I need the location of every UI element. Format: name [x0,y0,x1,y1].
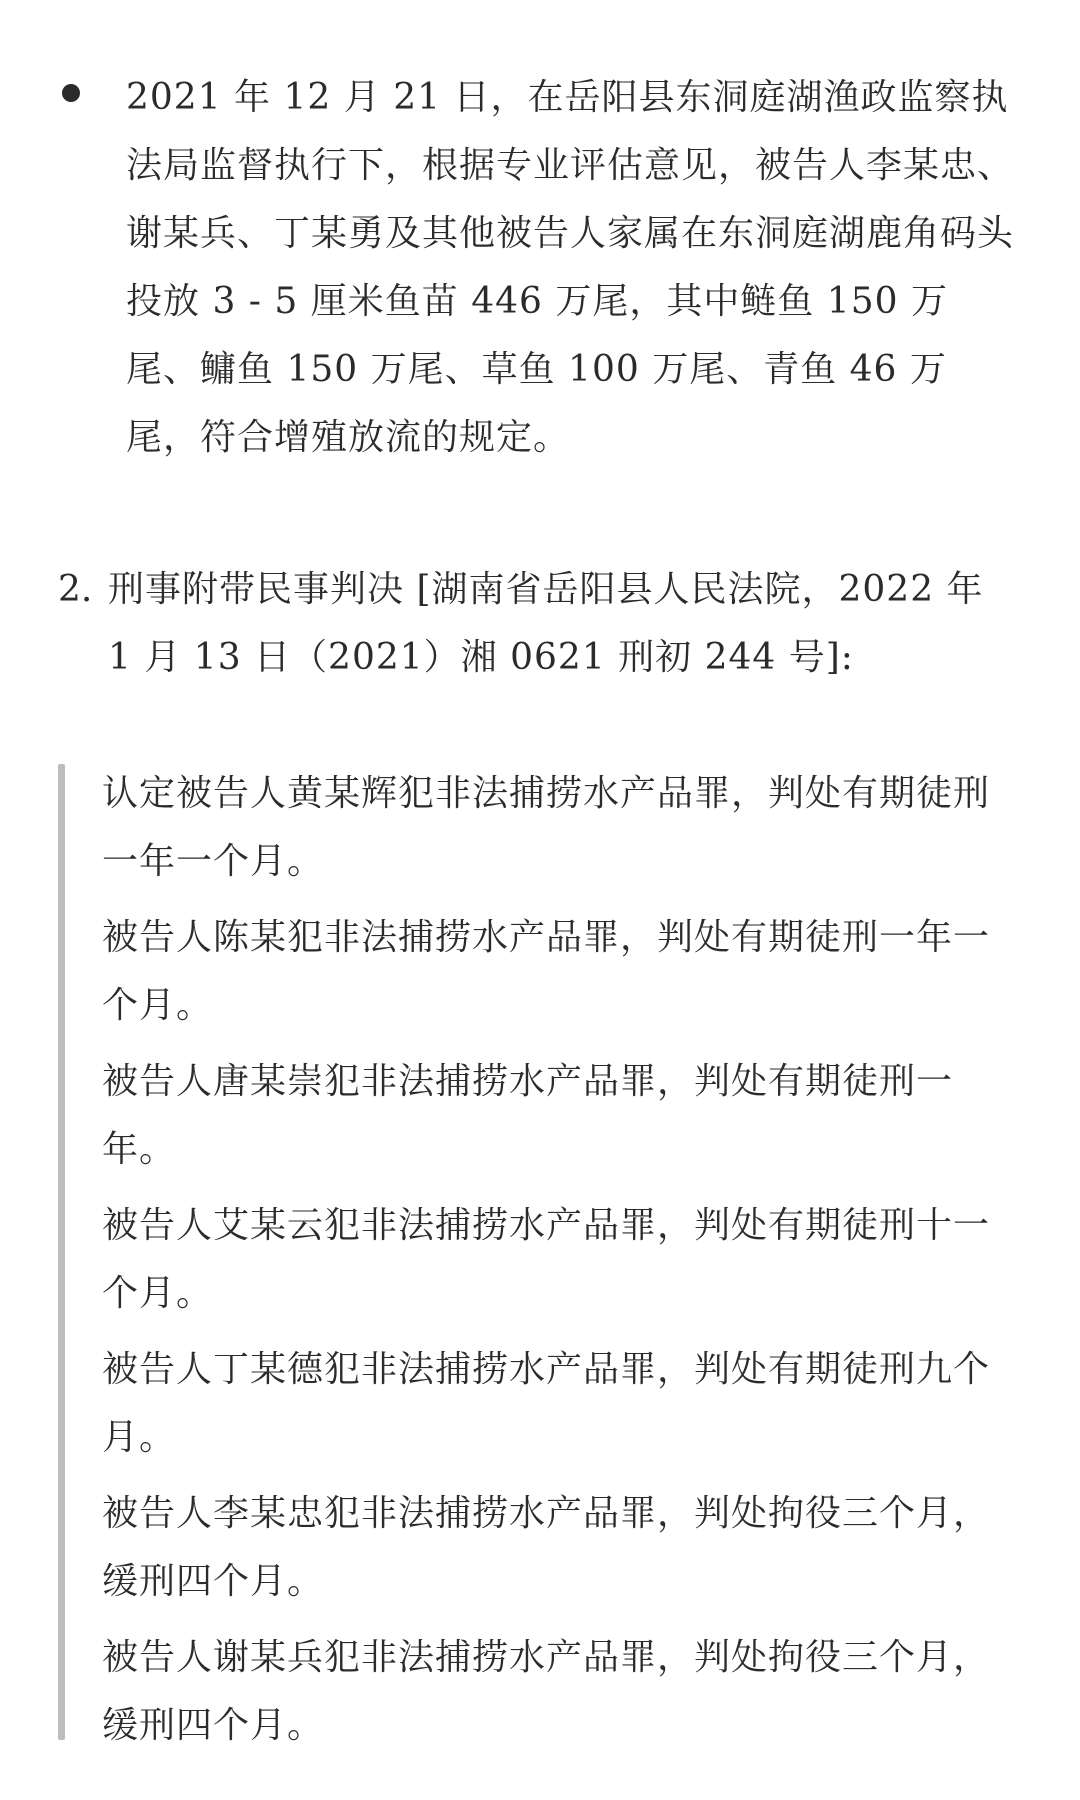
bullet-paragraph: 2021 年 12 月 21 日，在岳阳县东洞庭湖渔政监察执法局监督执行下，根据专业评估意见，被告人李某忠、谢某兵、丁某勇及其他被告人家属在东洞庭湖鹿角码头投放 3 - 5 厘米鱼苗 446 万尾，其中鲢鱼 150 万尾、鳙鱼 150 万尾、草鱼 100 万尾、青鱼 46 万尾，符合增殖放流的规定。 [126,77,1015,458]
verdict-line: 被告人陈某犯非法捕捞水产品罪，判处有期徒刑一年一个月。 [102,917,991,1026]
verdict-line: 被告人丁某德犯非法捕捞水产品罪，判处有期徒刑九个月。 [102,1349,991,1458]
numbered-paragraph: 刑事附带民事判决 [湖南省岳阳县人民法院，2022 年 1 月 13 日（2021）湘 0621 刑初 244 号]: [108,569,984,678]
verdict-blockquote [58,760,1018,1746]
verdict-line: 认定被告人黄某辉犯非法捕捞水产品罪，判处有期徒刑一年一个月。 [102,773,991,882]
blockquote-bar [58,764,65,1740]
verdict-line: 被告人艾某云犯非法捕捞水产品罪，判处有期徒刑十一个月。 [102,1205,991,1314]
verdict-line: 被告人唐某崇犯非法捕捞水产品罪，判处有期徒刑一年。 [102,1061,954,1170]
bullet-dot-icon [62,84,80,102]
verdict-line: 被告人李某忠犯非法捕捞水产品罪，判处拘役三个月，缓刑四个月。 [102,1493,991,1602]
list-number: 2. [58,569,93,610]
verdict-line: 被告人谢某兵犯非法捕捞水产品罪，判处拘役三个月，缓刑四个月。 [102,1637,991,1746]
verdict-list [102,760,1018,1768]
